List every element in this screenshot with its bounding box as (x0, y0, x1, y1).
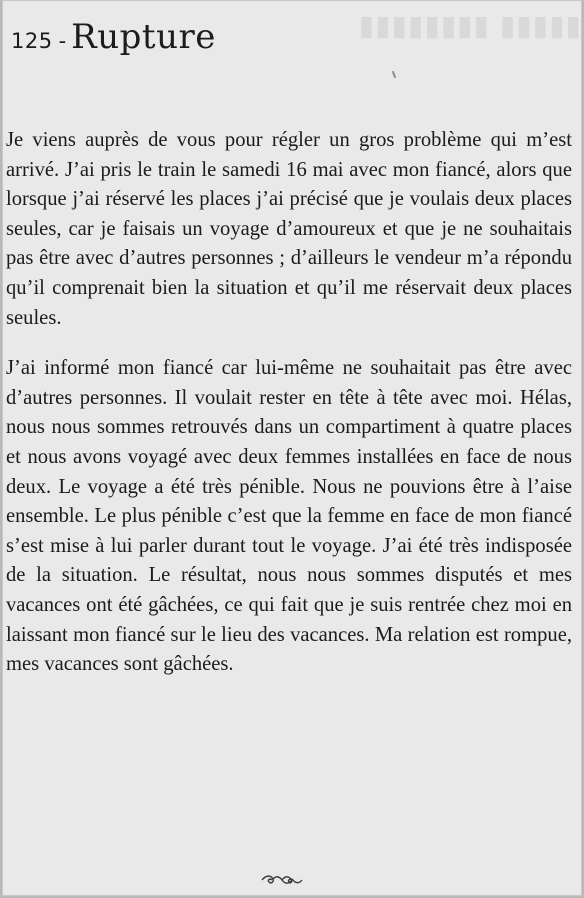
page-header (11, 17, 216, 57)
flourish-ornament-icon (260, 873, 304, 887)
page-title: Rupture (71, 17, 216, 57)
paragraph-1: Je viens auprès de vous pour régler un gros problème qui m’est arrivé. J’ai pris le train le samedi 16 mai avec mon fiancé, alors que lorsque j’ai réservé les places j’ai précisé que je voulais deux places seules, car je faisais un voyage d’amoureux et que je ne souhaitais pas être avec d’autres personnes ; d’ailleurs le vendeur m’a répondu qu’il comprenait bien la situation et qu’il me réservait deux places seules. (6, 129, 572, 329)
letter-number: 125 (11, 29, 53, 53)
letter-body (6, 126, 572, 680)
bleed-through-text: ▮▮▮▮▮ ▮▮▮▮▮▮▮▮ (357, 9, 581, 42)
header-separator: - (58, 29, 67, 53)
paper-speck (392, 71, 396, 78)
paragraph-2: J’ai informé mon fiancé car lui-même ne souhaitait pas être avec d’autres personnes. Il voulait rester en tête à tête avec moi. Hélas, nous nous sommes retrouvés dans un compartiment à quatre places et nous avons voyagé avec deux femmes installées en face de nous deux. Le voyage a été très pénible. Nous ne pouvions être à l’aise ensemble. Le plus pénible c’est que la femme en face de mon fiancé s’est mise à lui parler durant tout le voyage. J’ai été très indisposée de la situation. Le résultat, nous nous sommes disputés et mes vacances ont été gâchées, ce qui fait que je suis rentrée chez moi en laissant mon fiancé sur le lieu des vacances. Ma relation est rompue, mes vacances sont gâchées. (6, 357, 572, 676)
book-page (2, 0, 582, 896)
